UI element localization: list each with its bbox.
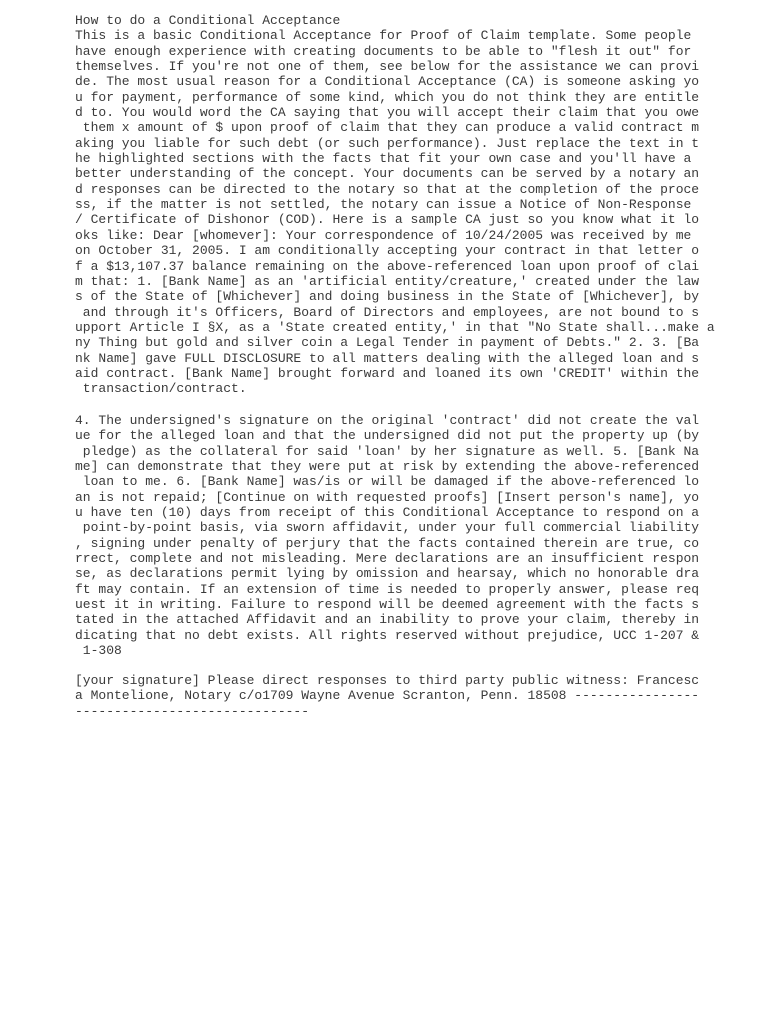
text-line: pledge) as the collateral for said 'loan' by her signature as well. 5. [Bank Na <box>75 443 700 459</box>
paragraph-proofs <box>75 413 715 659</box>
paragraph-intro <box>75 28 715 396</box>
text-line: se, as declarations permit lying by omission and hearsay, which no honorable dra <box>75 566 700 582</box>
text-line: transaction/contract. <box>75 381 247 397</box>
text-line: 4. The undersigned's signature on the original 'contract' did not create the val <box>75 413 700 428</box>
text-line: , signing under penalty of perjury that the facts contained therein are true, co <box>75 535 700 551</box>
document-title: How to do a Conditional Acceptance <box>75 13 341 28</box>
text-line: better understanding of the concept. Your documents can be served by a notary an <box>75 166 700 182</box>
text-line: This is a basic Conditional Acceptance for Proof of Claim template. Some people <box>75 28 692 44</box>
text-line: [your signature] Please direct responses to third party public witness: Francesc <box>75 673 700 688</box>
text-line: aking you liable for such debt (or such performance). Just replace the text in t <box>75 135 700 151</box>
text-line: a Montelione, Notary c/o1709 Wayne Avenue Scranton, Penn. 18508 ---------------- <box>75 688 700 704</box>
text-line: u for payment, performance of some kind, which you do not think they are entitle <box>75 89 700 105</box>
document-body-intro <box>75 13 715 397</box>
text-line: have enough experience with creating documents to be able to "flesh it out" for <box>75 43 692 59</box>
text-line: me] can demonstrate that they were put at risk by extending the above-referenced <box>75 459 700 475</box>
text-line: and through it's Officers, Board of Directors and employees, are not bound to s <box>75 304 700 320</box>
text-line: loan to me. 6. [Bank Name] was/is or will be damaged if the above-referenced lo <box>75 474 700 490</box>
text-line: ny Thing but gold and silver coin a Legal Tender in payment of Debts." 2. 3. [Ba <box>75 335 700 351</box>
text-line: on October 31, 2005. I am conditionally accepting your contract in that letter o <box>75 243 700 259</box>
paragraph-signature <box>75 673 715 719</box>
text-line: aid contract. [Bank Name] brought forward and loaned its own 'CREDIT' within the <box>75 365 700 381</box>
text-line: ------------------------------ <box>75 703 310 719</box>
text-line: uest it in writing. Failure to respond will be deemed agreement with the facts s <box>75 597 700 613</box>
text-line: m that: 1. [Bank Name] as an 'artificial entity/creature,' created under the law <box>75 273 700 289</box>
text-line: de. The most usual reason for a Conditional Acceptance (CA) is someone asking yo <box>75 74 700 90</box>
text-line: ue for the alleged loan and that the undersigned did not put the property up (by <box>75 428 700 444</box>
text-line: rrect, complete and not misleading. Mere declarations are an insufficient respon <box>75 551 700 567</box>
text-line: 1-308 <box>75 643 122 659</box>
text-line: point-by-point basis, via sworn affidavit, under your full commercial liability <box>75 520 700 536</box>
text-line: s of the State of [Whichever] and doing business in the State of [Whichever], by <box>75 289 700 305</box>
text-line: d responses can be directed to the notary so that at the completion of the proce <box>75 181 700 197</box>
text-line: ss, if the matter is not settled, the notary can issue a Notice of Non-Response <box>75 197 692 213</box>
text-line: an is not repaid; [Continue on with requested proofs] [Insert person's name], yo <box>75 489 700 505</box>
text-line: f a $13,107.37 balance remaining on the above-referenced loan upon proof of clai <box>75 258 700 274</box>
text-line: them x amount of $ upon proof of claim that they can produce a valid contract m <box>75 120 700 136</box>
text-line: u have ten (10) days from receipt of this Conditional Acceptance to respond on a <box>75 505 700 521</box>
text-line: upport Article I §X, as a 'State created entity,' in that "No State shall...make a <box>75 319 715 335</box>
text-line: d to. You would word the CA saying that you will accept their claim that you owe <box>75 105 700 121</box>
text-line: he highlighted sections with the facts that fit your own case and you'll have a <box>75 151 692 167</box>
text-line: ft may contain. If an extension of time is needed to properly answer, please req <box>75 581 700 597</box>
text-line: dicating that no debt exists. All rights reserved without prejudice, UCC 1-207 & <box>75 627 700 643</box>
text-line: nk Name] gave FULL DISCLOSURE to all matters dealing with the alleged loan and s <box>75 350 700 366</box>
text-line: oks like: Dear [whomever]: Your correspondence of 10/24/2005 was received by me <box>75 227 692 243</box>
text-line: tated in the attached Affidavit and an inability to prove your claim, thereby in <box>75 612 700 628</box>
text-line: / Certificate of Dishonor (COD). Here is a sample CA just so you know what it lo <box>75 212 700 228</box>
text-line: themselves. If you're not one of them, see below for the assistance we can provi <box>75 59 700 75</box>
